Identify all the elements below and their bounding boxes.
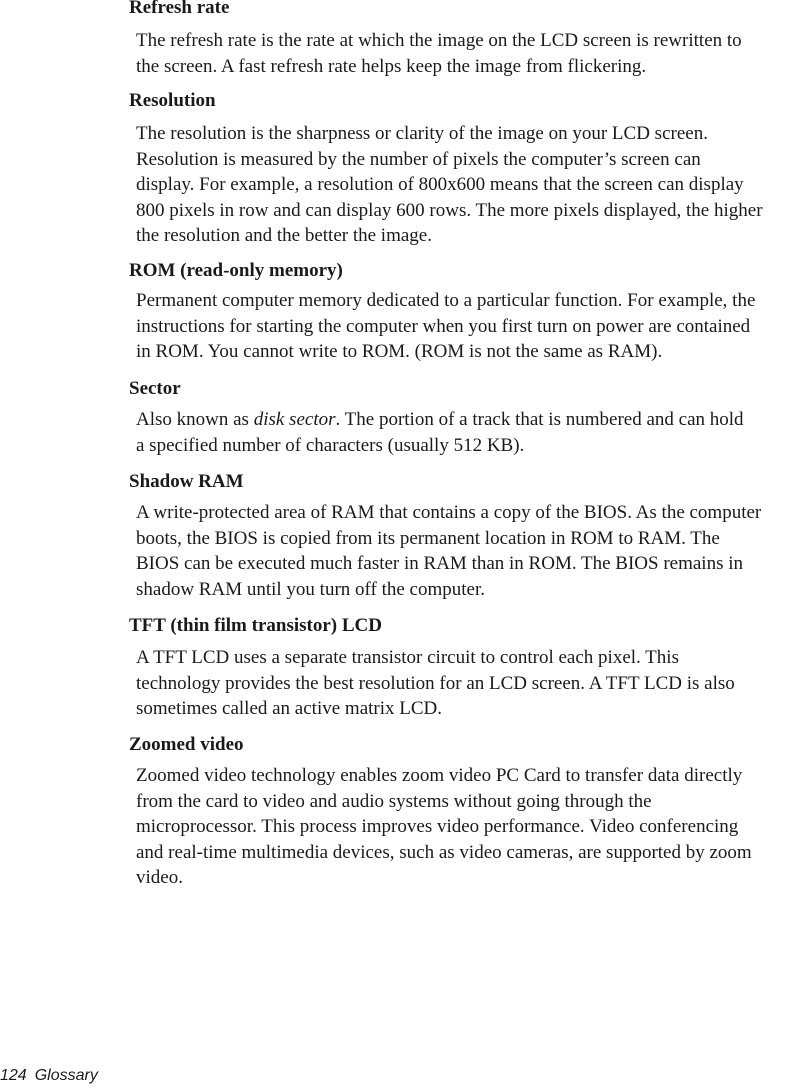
definition-line: instructions for starting the computer when you first turn on power are contained — [136, 315, 751, 337]
term-sector: Sector — [129, 378, 181, 399]
definition-sector — [136, 407, 804, 458]
definition-refresh-rate — [136, 28, 804, 79]
definition-line: video. — [136, 867, 183, 888]
definition-line: the screen. A fast refresh rate helps keep the image from flickering. — [136, 55, 647, 77]
term-tft-lcd: TFT (thin film transistor) LCD — [129, 615, 382, 636]
definition-line: Zoomed video technology enables zoom video PC Card to transfer data directly — [136, 765, 743, 786]
definition-shadow-ram — [136, 500, 804, 602]
definition-line: Resolution is measured by the number of pixels the computer’s screen can — [136, 148, 701, 170]
definition-line: a specified number of characters (usually 512 KB). — [136, 434, 525, 456]
definition-resolution — [136, 121, 804, 249]
definition-zoomed-video — [136, 763, 804, 891]
definition-line: microprocessor. This process improves video performance. Video conferencing — [136, 816, 739, 837]
definition-line: in ROM. You cannot write to ROM. (ROM is not the same as RAM). — [136, 341, 663, 362]
definition-text: . The portion of a track that is numbered and can hold — [335, 409, 744, 430]
definition-text: Also known as — [136, 409, 254, 430]
definition-line: technology provides the best resolution for an LCD screen. A TFT LCD is also — [136, 672, 735, 694]
definition-line: BIOS can be executed much faster in RAM than in ROM. The BIOS remains in — [136, 553, 744, 574]
term-shadow-ram: Shadow RAM — [129, 471, 244, 492]
term-refresh-rate: Refresh rate — [129, 0, 230, 18]
definition-line: boots, the BIOS is copied from its permanent location in ROM to RAM. The — [136, 527, 720, 549]
definition-line: shadow RAM until you turn off the computer. — [136, 578, 486, 600]
definition-line: A write-protected area of RAM that contains a copy of the BIOS. As the computer — [136, 502, 762, 523]
section-name: Glossary — [34, 1067, 98, 1084]
definition-line: A TFT LCD uses a separate transistor circuit to control each pixel. This — [136, 647, 679, 668]
definition-line: The refresh rate is the rate at which the image on the LCD screen is rewritten to — [136, 30, 742, 51]
definition-rom — [136, 288, 804, 365]
term-rom: ROM (read-only memory) — [129, 260, 343, 281]
definition-line: display. For example, a resolution of 800x600 means that the screen can display — [136, 174, 744, 195]
term-resolution: Resolution — [129, 90, 216, 111]
definition-line: and real-time multimedia devices, such as video cameras, are supported by zoom — [136, 841, 752, 863]
definition-line: from the card to video and audio systems without going through the — [136, 790, 652, 812]
term-zoomed-video: Zoomed video — [129, 734, 244, 755]
emphasized-term: disk sector — [253, 409, 336, 430]
definition-line: The resolution is the sharpness or clarity of the image on your LCD screen. — [136, 123, 708, 144]
definition-line: the resolution and the better the image. — [136, 225, 432, 246]
definition-tft-lcd — [136, 645, 804, 722]
definition-line: sometimes called an active matrix LCD. — [136, 698, 443, 719]
page-number: 124 — [0, 1067, 27, 1084]
page-footer — [0, 1066, 98, 1086]
definition-line: 800 pixels in row and can display 600 rows. The more pixels displayed, the higher — [136, 199, 763, 221]
definition-line — [136, 407, 804, 433]
definition-line: Permanent computer memory dedicated to a particular function. For example, the — [136, 290, 756, 311]
